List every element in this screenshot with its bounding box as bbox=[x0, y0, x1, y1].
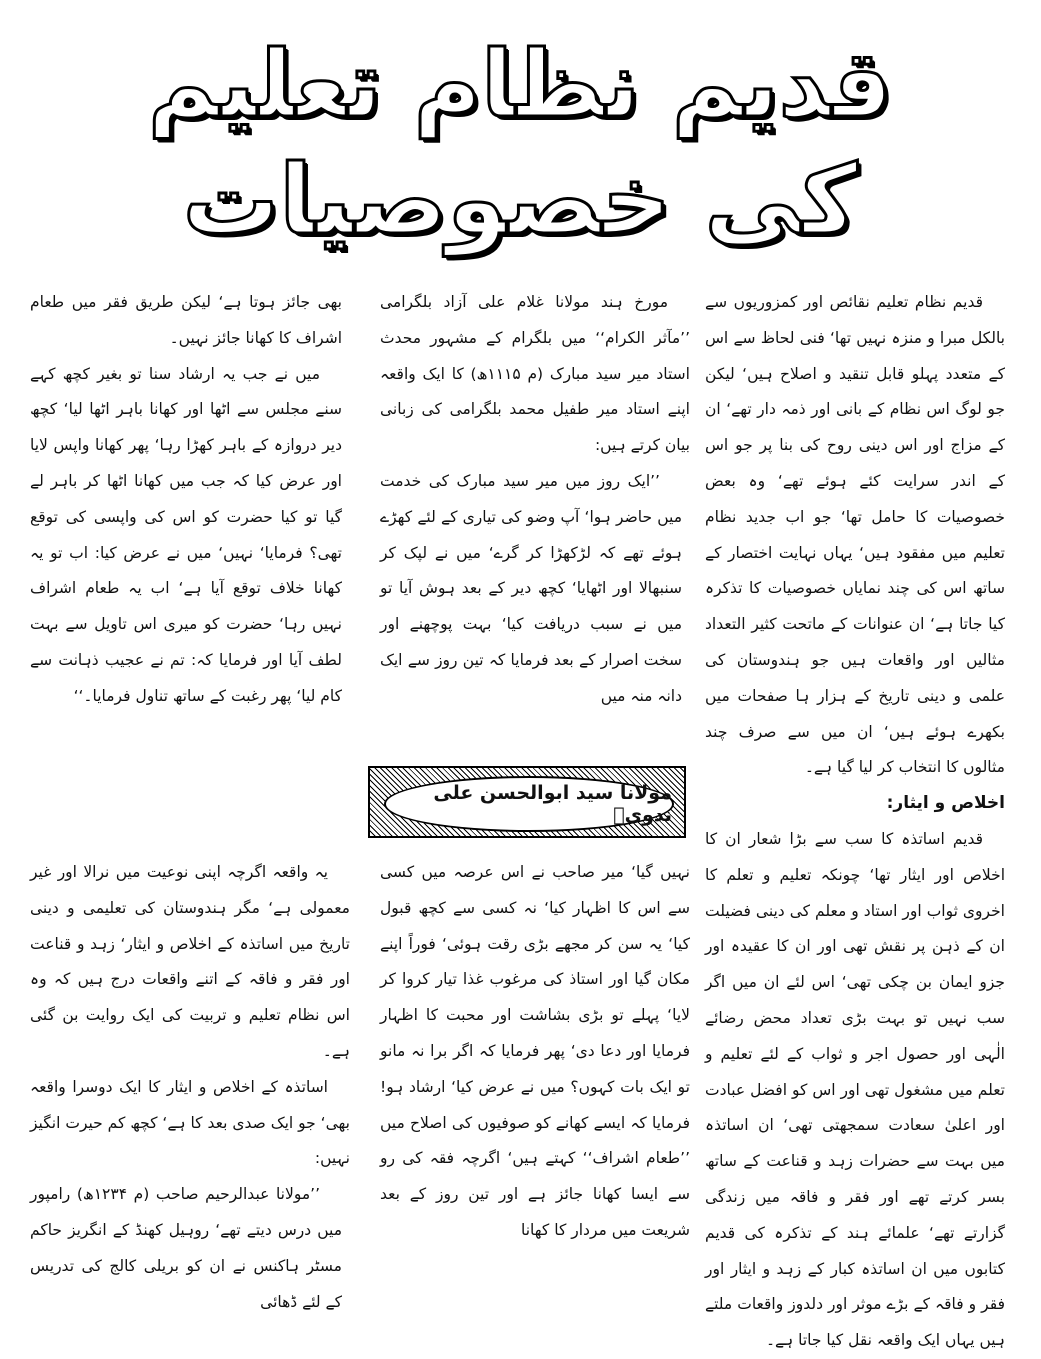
column-left bbox=[30, 285, 350, 715]
column-middle-continued bbox=[380, 855, 690, 1249]
paragraph: قدیم نظام تعلیم نقائص اور کمزوریوں سے بالکل مبرا و منزہ نہیں تھا‘ فنی لحاظ سے اس کے متعدد پہلو قابل تنقید و اصلاح ہیں‘ لیکن جو لوگ اس نظام کے بانی اور ذمہ دار تھے‘ ان کے مزاج اور اس دینی روح کی بنا پر جو اس کے اندر سرایت کئے ہوئے تھے‘ وہ بعض خصوصیات کا حامل تھا‘ جو اب جدید نظام تعلیم میں مفقود ہیں‘ یہاں نہایت اختصار کے ساتھ اس کی چند نمایاں خصوصیات کا تذکرہ کیا جاتا ہے‘ ان عنوانات کے ماتحت کثیر التعداد مثالیں اور واقعات ہیں جو ہندوستان کی علمی و دینی تاریخ کے ہزار ہا صفحات میں بکھرے ہوئے ہیں‘ ان میں سے صرف چند مثالوں کا انتخاب کر لیا گیا ہے۔ bbox=[705, 293, 1005, 777]
headline-line-2: کی خصوصیات bbox=[182, 144, 858, 256]
column-right bbox=[705, 285, 1005, 1359]
quote: ’’ایک روز میں میر سید مبارک کی خدمت میں حاضر ہوا‘ آپ وضو کی تیاری کے لئے کھڑے ہوئے تھے کہ لڑکھڑا کر گرے‘ میں نے لپک کر سنبھالا اور اٹھایا‘ کچھ دیر کے بعد ہوش آیا تو میں نے سبب دریافت کیا‘ بہت پوچھنے اور سخت اصرار کے بعد فرمایا کہ تین روز سے ایک دانہ منہ میں bbox=[380, 471, 682, 705]
paragraph: اساتذہ کے اخلاص و ایثار کا ایک دوسرا واقعہ بھی‘ جو ایک صدی بعد کا ہے‘ کچھ کم حیرت انگیز نہیں: bbox=[30, 1077, 350, 1168]
quote: ’’مولانا عبدالرحیم صاحب (م ۱۲۳۴ھ) رامپور میں درس دیتے تھے‘ روہیل کھنڈ کے انگریز حاکم مسٹر ہاکنس نے ان کو بریلی کالج کی تدریس کے لئے ڈھائی bbox=[30, 1185, 342, 1311]
headline-line-1: قدیم نظام تعلیم bbox=[148, 31, 892, 138]
column-middle bbox=[380, 285, 690, 715]
author-byline: مولانا سید ابوالحسن علی ندویؒ bbox=[384, 776, 674, 832]
section-heading: اخلاص و ایثار: bbox=[886, 793, 1005, 814]
paragraph: مورخ ہند مولانا غلام علی آزاد بلگرامی ’’مآثر الکرام‘‘ میں بلگرام کے مشہور محدث استاد میر سید مبارک (م ۱۱۱۵ھ) کا ایک واقعہ اپنے استاد میر طفیل محمد بلگرامی کی زبانی بیان کرتے ہیں: bbox=[380, 293, 690, 455]
quote: بھی جائز ہوتا ہے‘ لیکن طریق فقر میں طعام اشراف کا کھانا جائز نہیں۔ bbox=[30, 293, 342, 347]
byline-box bbox=[368, 766, 686, 838]
quote: میں نے جب یہ ارشاد سنا تو بغیر کچھ کہے سنے مجلس سے اٹھا اور کھانا باہر اٹھا لیا‘ کچھ دیر دروازہ کے باہر کھڑا رہا‘ پھر کھانا واپس لایا اور عرض کیا کہ جب میں کھانا اٹھا کر باہر لے گیا تو کیا حضرت کو اس کی واپسی کی توقع تھی؟ فرمایا‘ نہیں‘ میں نے عرض کیا: اب تو یہ کھانا خلاف توقع آیا ہے‘ اب یہ طعام اشراف نہیں رہا‘ حضرت کو میری اس تاویل سے بہت لطف آیا اور فرمایا کہ: تم نے عجیب ذہانت سے کام لیا‘ پھر رغبت کے ساتھ تناول فرمایا۔‘‘ bbox=[30, 364, 342, 705]
column-left-continued bbox=[30, 855, 350, 1320]
quote-continued: نہیں گیا‘ میر صاحب نے اس عرصہ میں کسی سے اس کا اظہار کیا‘ نہ کسی سے کچھ قبول کیا‘ یہ سن کر مجھے بڑی رقت ہوئی‘ فوراً اپنے مکان گیا اور استاذ کی مرغوب غذا تیار کروا کر لایا‘ پہلے تو بڑی بشاشت اور محبت کا اظہار فرمایا اور دعا دی‘ پھر فرمایا کہ اگر برا نہ مانو تو ایک بات کہوں؟ میں نے عرض کیا‘ ارشاد ہو! فرمایا کہ ایسے کھانے کو صوفیوں کی اصلاح میں ’’طعام اشراف‘‘ کہتے ہیں‘ اگرچہ فقہ کی رو سے ایسا کھانا جائز ہے اور تین روز کے بعد شریعت میں مردار کا کھانا bbox=[380, 863, 690, 1239]
paragraph: یہ واقعہ اگرچہ اپنی نوعیت میں نرالا اور غیر معمولی ہے‘ مگر ہندوستان کی تعلیمی و دینی تاریخ میں اساتذہ کے اخلاص و ایثار‘ زہد و قناعت اور فقر و فاقہ کے اتنے واقعات درج ہیں کہ وہ اس نظام تعلیم و تربیت کی ایک روایت بن گئی ہے۔ bbox=[30, 863, 350, 1060]
paragraph: قدیم اساتذہ کا سب سے بڑا شعار ان کا اخلاص اور ایثار تھا‘ چونکہ تعلیم و تعلم کا اخروی ثواب اور استاد و معلم کی دینی فضیلت ان کے ذہن پر نقش تھی اور ان کا عقیدہ اور جزو ایمان بن چکی تھی‘ اس لئے ان میں اگر سب نہیں تو بہت بڑی تعداد محض رضائے الٰہی اور حصول اجر و ثواب کے لئے تعلیم و تعلم میں مشغول تھی اور اس کو افضل عبادت اور اعلیٰ سعادت سمجھتی تھی‘ ان اساتذہ میں بہت سے حضرات زہد و قناعت کے ساتھ بسر کرتے تھے اور فقر و فاقہ میں زندگی گزارتے تھے‘ علمائے ہند کے تذکرہ کی قدیم کتابوں میں ان اساتذہ کبار کے زہد و ایثار اور فقر و فاقہ کے بڑے موثر اور دلدوز واقعات ملتے ہیں یہاں ایک واقعہ نقل کیا جاتا ہے۔ bbox=[705, 829, 1005, 1350]
